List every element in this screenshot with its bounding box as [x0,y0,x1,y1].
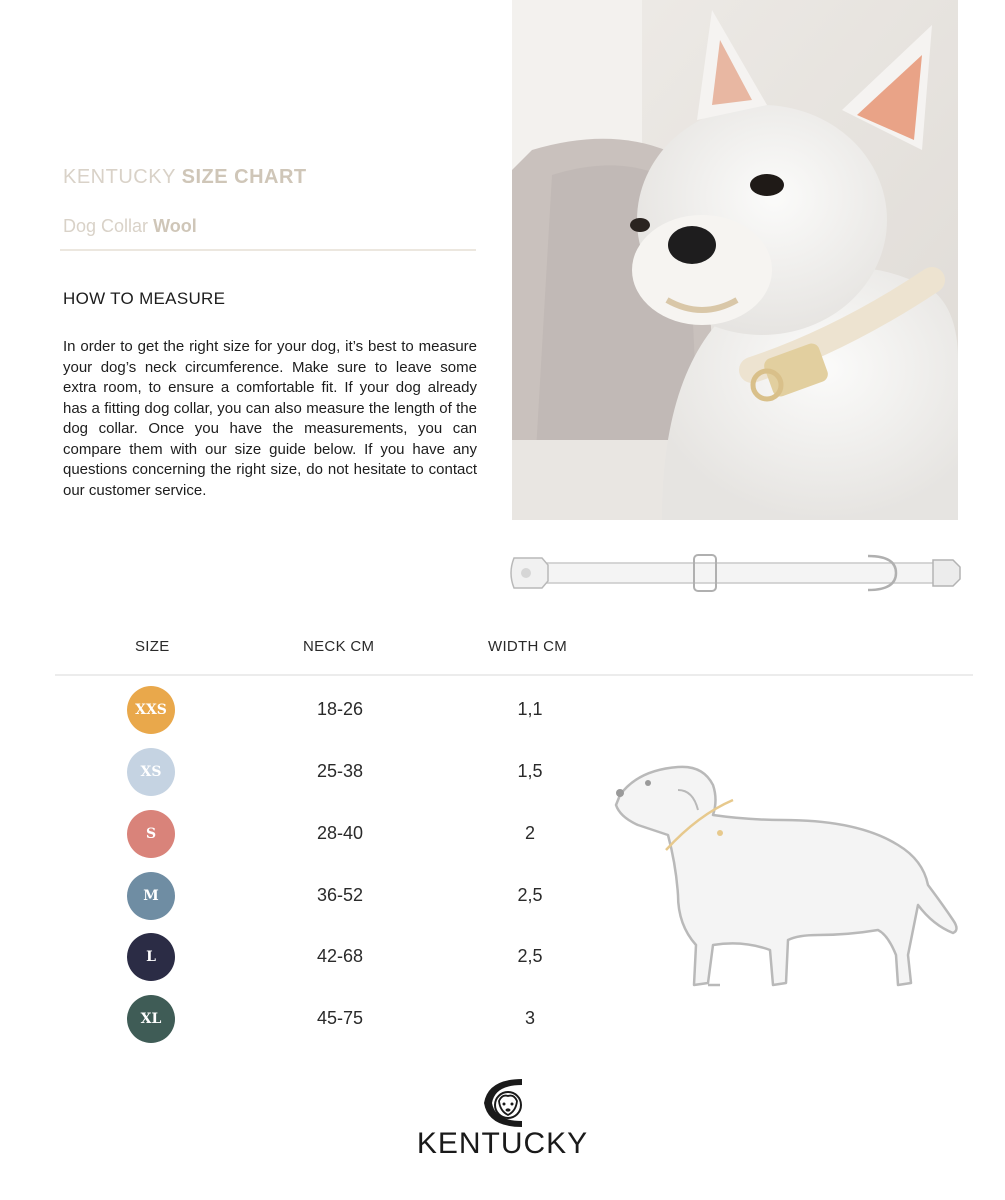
size-badge: XL [127,995,175,1043]
neck-value: 45-75 [316,1008,364,1028]
table-row [0,872,600,922]
horseshoe-dog-icon [400,1075,605,1130]
collar-illustration [508,545,970,601]
table-row [0,748,600,798]
chart-label: SIZE CHART [181,166,307,188]
size-badge: S [127,810,175,858]
neck-value: 18-26 [316,699,364,719]
dog-outline-illustration [608,755,968,1000]
logo-wordmark: KENTUCKY [416,1127,589,1160]
table-row [0,933,600,983]
neck-column-header: NECK CM [303,638,375,655]
size-badge: XXS [127,686,175,734]
kentucky-logo [400,1075,605,1170]
collar-icon [508,545,970,601]
width-value: 2,5 [517,885,543,905]
width-value: 1,1 [517,699,543,719]
width-value: 2 [524,823,535,843]
size-column-header: SIZE [135,638,170,655]
header-divider [60,249,476,251]
neck-value: 25-38 [316,761,364,781]
size-badge: M [127,872,175,920]
dog-photo [512,0,958,520]
width-value: 1,5 [517,761,543,781]
howto-text: In order to get the right size for your dog, it’s best to measure your dog’s neck circumference. Make sure to leave some extra room, to ensure a comfortable fit. If your dog already has a fitting dog collar, you can also measure the length of the dog collar. Once you have the measurements, you can compare them with our size guide below. If you have any questions concerning the right size, do not hesitate to contact our customer service. [63,338,477,499]
table-header-rule [55,674,973,676]
chart-title [63,166,307,189]
product-prefix: Dog Collar [63,216,149,236]
brand-name: KENTUCKY [63,166,176,188]
neck-value: 42-68 [316,946,364,966]
neck-value: 28-40 [316,823,364,843]
table-row [0,995,600,1045]
product-material: Wool [153,216,197,236]
neck-value: 36-52 [316,885,364,905]
table-row [0,686,600,736]
size-badge: L [127,933,175,981]
table-row [0,810,600,860]
width-value: 2,5 [517,946,543,966]
size-badge: XS [127,748,175,796]
howto-heading: HOW TO MEASURE [63,289,226,308]
width-column-header: WIDTH CM [488,638,568,655]
width-value: 3 [524,1008,535,1028]
dog-outline-icon [608,755,968,1000]
product-name [63,216,197,237]
dog-photo-icon [512,0,958,520]
